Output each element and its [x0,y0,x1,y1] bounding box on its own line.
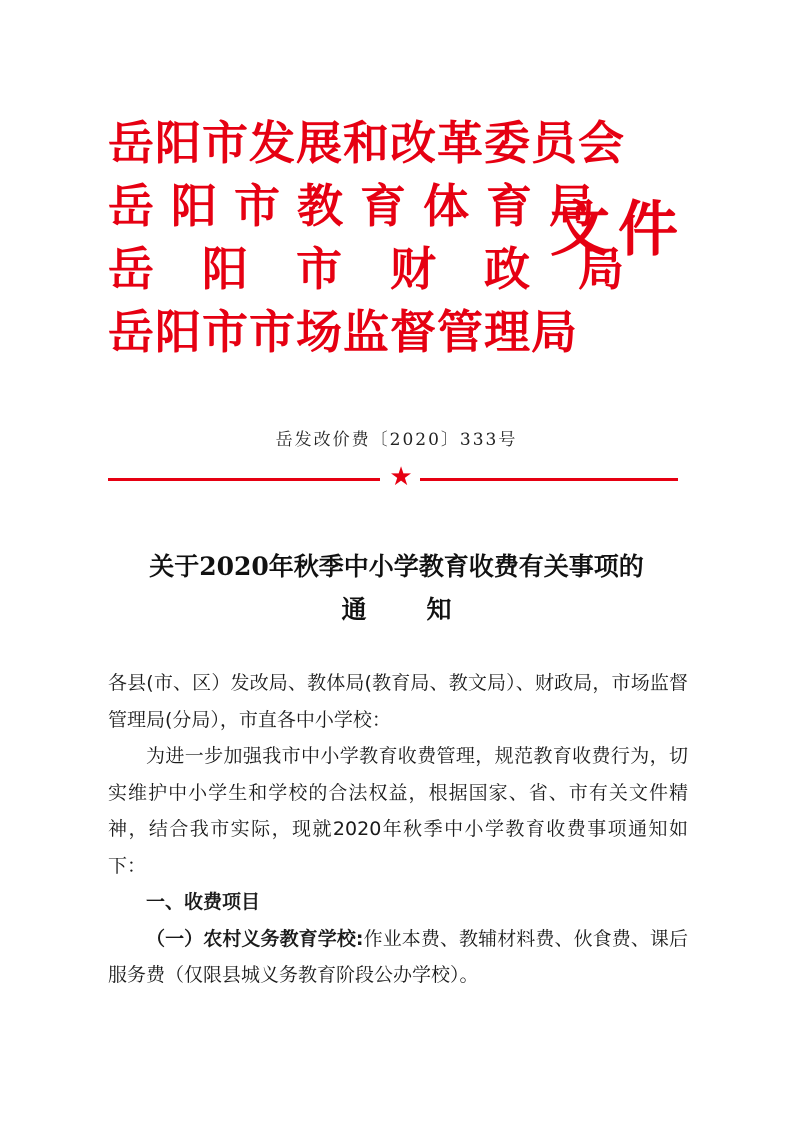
red-star-icon: ★ [389,462,413,492]
section-heading-fee-items: 一、收费项目 [146,891,261,913]
notice-title-line2: 通知 [341,595,512,624]
fee-item-text: 作业本费、教辅材料费、伙食费、课后服务费（仅限县城义务教育阶段公办学校）。 [108,927,688,986]
notice-title-line1: 关于2020年秋季中小学教育收费有关事项的 [149,552,644,581]
red-divider-right [420,478,678,481]
notice-body [108,665,688,994]
fee-item-heading: （一）农村义务教育学校: [146,927,364,950]
intro-paragraph: 为进一步加强我市中小学教育收费管理，规范教育收费行为，切实维护中小学生和学校的合法权益，根据国家、省、市有关文件精神，结合我市实际，现就2020年秋季中小学教育收费事项通知如下： [108,745,688,877]
fee-item-rural-compulsory [108,921,688,994]
issuer-market-supervision-bureau: 岳阳市市场监督管理局 [108,305,578,359]
addressee: 各县(市、区）发改局、教体局(教育局、教文局）、财政局，市场监督管理局(分局），市直各中小学校： [108,672,688,731]
document-number: 岳发改价费〔2020〕333号 [275,430,518,450]
document-label: 文件 [550,195,686,265]
red-divider-left [108,478,380,481]
issuer-finance-bureau: 岳阳市财政局 [108,242,672,296]
issuer-education-sports-bureau: 岳阳市教育体育局 [108,179,612,233]
issuer-development-reform-commission: 岳阳市发展和改革委员会 [108,116,625,170]
